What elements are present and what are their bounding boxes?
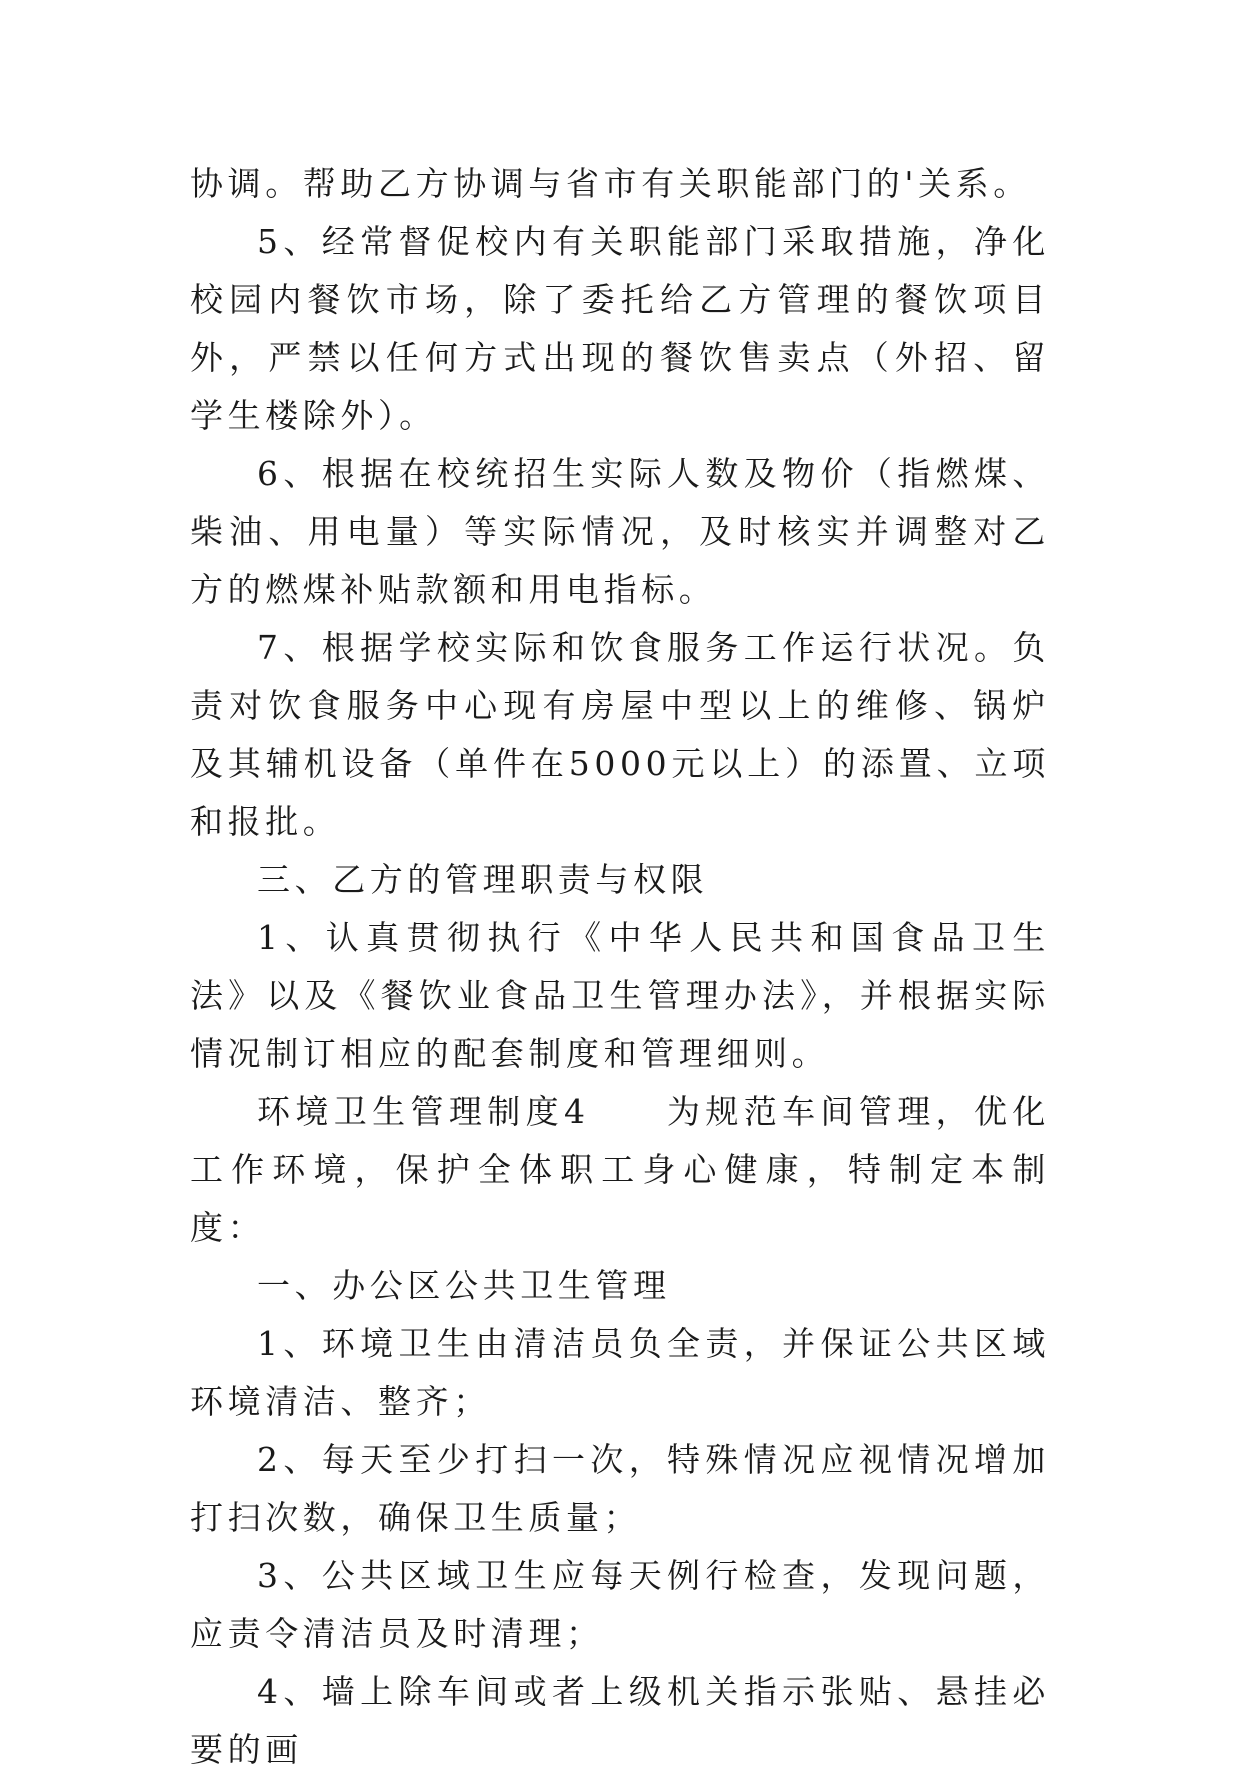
paragraph-hygiene-item-1: 1、环境卫生由清洁员负全责，并保证公共区域环境清洁、整齐； (190, 1324, 1050, 1421)
paragraph-hygiene-item-2: 2、每天至少打扫一次，特殊情况应视情况增加打扫次数，确保卫生质量； (190, 1440, 1050, 1537)
paragraph-party-b-item-1: 1、认真贯彻执行《中华人民共和国食品卫生法》以及《餐饮业食品卫生管理办法》，并根据实际情况制订相应的配套制度和管理细则。 (190, 918, 1050, 1073)
paragraph-item-7: 7、根据学校实际和饮食服务工作运行状况。负责对饮食服务中心现有房屋中型以上的维修、锅炉及其辅机设备（单件在5000元以上）的添置、立项和报批。 (190, 628, 1050, 841)
paragraph-item-5: 5、经常督促校内有关职能部门采取措施，净化校园内餐饮市场，除了委托给乙方管理的餐饮项目外，严禁以任何方式出现的餐饮售卖点（外招、留学生楼除外）。 (190, 222, 1050, 435)
paragraph-item-6: 6、根据在校统招生实际人数及物价（指燃煤、柴油、用电量）等实际情况，及时核实并调整对乙方的燃煤补贴款额和用电指标。 (190, 454, 1050, 609)
paragraph-coordination: 协调。帮助乙方协调与省市有关职能部门的'关系。 (190, 164, 1031, 203)
section-heading-party-b: 三、乙方的管理职责与权限 (257, 860, 709, 899)
paragraph-hygiene-item-4: 4、墙上除车间或者上级机关指示张贴、悬挂必要的画 (190, 1672, 1050, 1769)
document-body (190, 155, 1050, 1779)
paragraph-hygiene-item-3: 3、公共区域卫生应每天例行检查，发现问题，应责令清洁员及时清理； (190, 1556, 1050, 1653)
paragraph-hygiene-intro: 环境卫生管理制度4 为规范车间管理，优化工作环境，保护全体职工身心健康，特制定本制度： (190, 1092, 1050, 1247)
section-heading-office-hygiene: 一、办公区公共卫生管理 (257, 1266, 671, 1305)
